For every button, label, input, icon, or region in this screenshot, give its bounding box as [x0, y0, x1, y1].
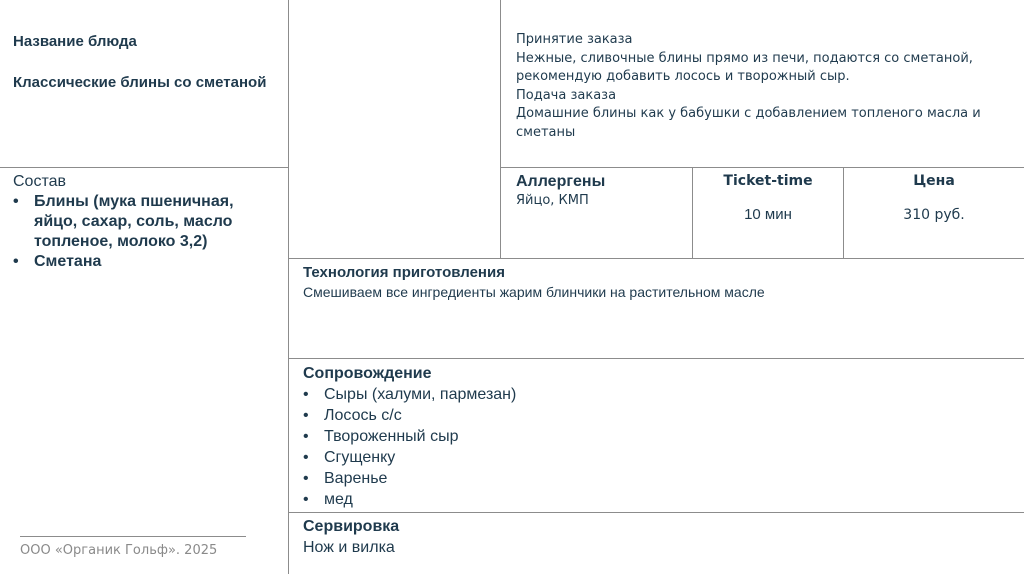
accompaniment-item: • Твороженный сыр [303, 426, 1013, 447]
allergens-value: Яйцо, КМП [516, 193, 589, 208]
price-label: Цена [913, 173, 955, 189]
serving-label: Сервировка [303, 518, 400, 535]
dish-block [13, 32, 278, 93]
composition-label: Состав [13, 173, 66, 190]
divider-col1 [288, 0, 289, 574]
accompaniment-item: • Варенье [303, 468, 1013, 489]
dish-label: Название блюда [13, 33, 137, 50]
composition-list [13, 192, 281, 272]
accompaniment-item: • Лосось с/с [303, 405, 1013, 426]
divider-row-serving [288, 512, 1024, 513]
accompaniment-label: Сопровождение [303, 365, 432, 382]
allergens-block [516, 172, 686, 211]
accompaniment-item: • Сыры (халуми, пармезан) [303, 384, 1013, 405]
divider-row-info [500, 167, 1024, 168]
composition-item: • Блины (мука пшеничная, яйцо, сахар, соль, масло топленое, молоко 3,2) [13, 192, 281, 252]
order-serve-label: Подача заказа [516, 87, 617, 103]
serving-text: Нож и вилка [303, 539, 395, 556]
order-accept-label: Принятие заказа [516, 32, 633, 47]
divider-row-accomp [288, 358, 1024, 359]
composition-block [13, 172, 281, 272]
ticket-value: 10 мин [744, 205, 792, 223]
order-accept-text: Нежные, сливочные блины прямо из печи, подаются со сметаной, рекомендую добавить лосось и творожный сыр. [516, 50, 973, 84]
order-serve-text: Домашние блины как у бабушки с добавлением топленого масла и сметаны [516, 106, 981, 140]
accompaniment-item: • мед [303, 489, 1013, 510]
allergens-label: Аллергены [516, 173, 606, 190]
technology-text: Смешиваем все ингредиенты жарим блинчики на растительном масле [303, 284, 765, 300]
divider-row-left [0, 167, 288, 168]
composition-item: • Сметана [13, 252, 281, 272]
serving-block [303, 517, 1013, 558]
ticket-label: Ticket-time [723, 173, 813, 189]
accompaniment-list [303, 384, 1013, 510]
order-block [516, 31, 986, 142]
ticket-block [693, 172, 843, 225]
divider-col2 [500, 0, 501, 258]
price-value: 310 руб. [903, 206, 965, 223]
technology-block [303, 263, 1013, 302]
footer-rule [20, 536, 246, 537]
accompaniment-block [303, 364, 1013, 510]
footer-company: ООО «Органик Гольф». 2025 [20, 543, 218, 558]
dish-name: Классические блины со сметаной [13, 74, 267, 91]
technology-label: Технология приготовления [303, 264, 505, 281]
divider-row-tech [288, 258, 1024, 259]
price-block [844, 172, 1024, 224]
accompaniment-item: • Сгущенку [303, 447, 1013, 468]
